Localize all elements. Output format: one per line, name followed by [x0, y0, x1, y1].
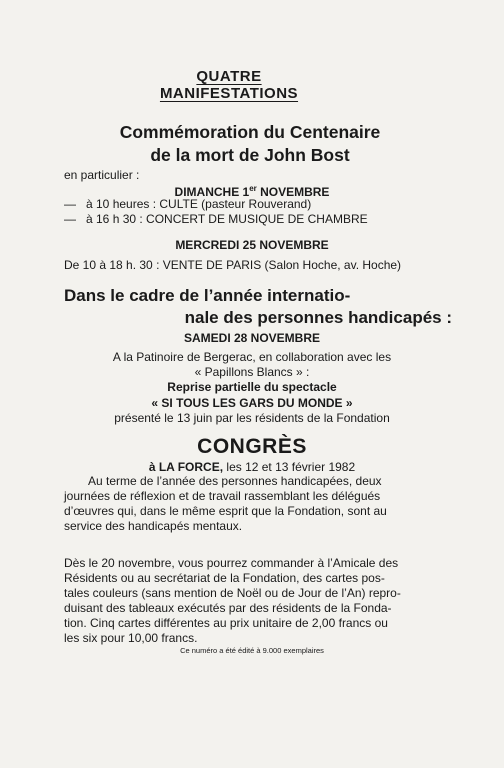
paragraph-line: journées de réflexion et de travail rassemblant les délégués	[64, 489, 381, 503]
section2-title	[64, 285, 464, 329]
section2-date: SAMEDI 28 NOVEMBRE	[183, 331, 321, 345]
section3-subtitle	[40, 460, 464, 475]
section1-item1	[64, 197, 311, 212]
paragraph-line: tion. Cinq cartes différentes au prix unitaire de 2,00 francs ou	[64, 616, 388, 630]
section1-date2: MERCREDI 25 NOVEMBRE	[175, 238, 329, 252]
section2-title-line2: nale des personnes handicapés :	[184, 308, 452, 327]
paragraph-line: Dès le 20 novembre, vous pourrez commander à l’Amicale des	[64, 556, 399, 570]
paragraph-line: duisant des tableaux exécutés par des résidents de la Fonda-	[64, 601, 392, 615]
print-run-footer: Ce numéro a été édité à 9.000 exemplaires	[180, 646, 324, 655]
section3-subtitle-rest: les 12 et 13 février 1982	[223, 460, 356, 474]
section1-item1-text: à 10 heures : CULTE (pasteur Rouverand)	[86, 197, 312, 211]
section1-date1-sup: er	[249, 184, 257, 193]
dash-mark: —	[64, 212, 76, 226]
section3-paragraph	[64, 474, 464, 534]
paragraph-line: Au terme de l’année des personnes handicapées, deux	[88, 474, 382, 488]
paragraph-line: tales couleurs (sans mention de Noël ou de Jour de l’An) repro-	[64, 586, 401, 600]
paragraph-line: les six pour 10,00 francs.	[64, 631, 198, 645]
dash-mark: —	[64, 197, 76, 211]
section2-line3: Reprise partielle du spectacle	[167, 380, 337, 394]
section2-line4: « SI TOUS LES GARS DU MONDE »	[151, 396, 353, 410]
section2-line1: A la Patinoire de Bergerac, en collaboration avec les	[112, 350, 392, 364]
section1-date1-main: DIMANCHE 1	[174, 185, 250, 199]
paragraph-line: d’œuvres qui, dans le même esprit que la Fondation, sont au	[64, 504, 387, 518]
section2-line2: « Papillons Blancs » :	[194, 365, 310, 379]
section2-title-line1: Dans le cadre de l’année internatio-	[64, 286, 351, 305]
paragraph-line: service des handicapés mentaux.	[64, 519, 243, 533]
section2-line5: présenté le 13 juin par les résidents de la Fondation	[114, 411, 390, 425]
section1-intro: en particulier :	[64, 168, 140, 182]
section1-title-line1: Commémoration du Centenaire	[119, 122, 381, 142]
section4-paragraph	[64, 556, 464, 646]
section1-title	[40, 121, 460, 167]
paragraph-line: Résidents ou au secrétariat de la Fondation, des cartes pos-	[64, 571, 385, 585]
document-header: QUATRE MANIFESTATIONS	[159, 68, 299, 102]
section3-subtitle-bold: à LA FORCE,	[148, 460, 224, 474]
section1-title-line2: de la mort de John Bost	[150, 145, 350, 165]
section1-item3: De 10 à 18 h. 30 : VENTE DE PARIS (Salon Hoche, av. Hoche)	[64, 258, 402, 272]
section3-title: CONGRÈS	[197, 435, 307, 458]
section1-item2-text: à 16 h 30 : CONCERT DE MUSIQUE DE CHAMBRE	[86, 212, 368, 226]
section1-item2	[64, 212, 368, 227]
section1-date1-rest: NOVEMBRE	[256, 185, 330, 199]
